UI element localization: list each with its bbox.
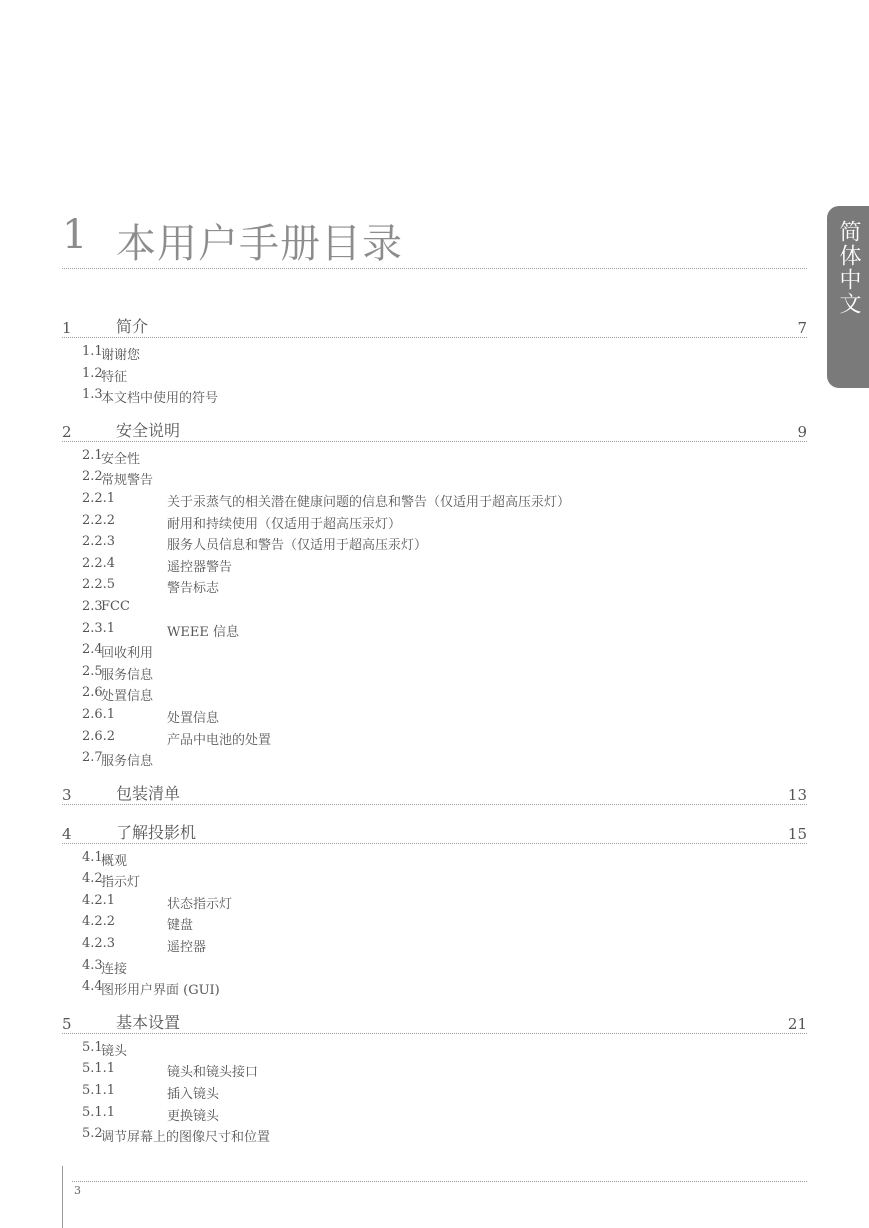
section-number: 2 [62, 422, 72, 441]
subsection-title: 遥控器 [167, 940, 207, 956]
toc-subsection[interactable] [62, 619, 807, 641]
language-tab-label: 简体中文 [836, 220, 861, 316]
toc-subsection[interactable] [62, 1059, 807, 1081]
subsection-number: 4.2 [82, 871, 103, 887]
toc-section[interactable] [62, 782, 807, 805]
subsection-title: 状态指示灯 [167, 896, 233, 912]
toc-subsection[interactable] [62, 385, 807, 407]
subsection-title: 常规警告 [101, 473, 154, 489]
subsection-title: 更换镜头 [167, 1108, 220, 1124]
toc-subsection[interactable] [62, 597, 807, 619]
subsection-title: 特征 [101, 369, 128, 385]
subsection-number: 2.3.1 [82, 620, 116, 636]
chapter-number: 1 [62, 212, 88, 258]
subsection-title: 谢谢您 [101, 348, 141, 363]
toc-subsection[interactable] [62, 1081, 807, 1103]
subsection-number: 5.1 [82, 1039, 103, 1055]
toc-subsection[interactable] [62, 1124, 807, 1146]
subsection-number: 2.4 [82, 642, 103, 658]
toc-subsection[interactable] [62, 489, 807, 511]
subsection-title: 服务信息 [101, 754, 154, 770]
section-page: 9 [797, 422, 807, 441]
section-page: 15 [787, 824, 807, 843]
toc-subsection[interactable] [62, 683, 807, 705]
toc-subsection[interactable] [62, 511, 807, 533]
toc-subsection[interactable] [62, 364, 807, 386]
subsection-number: 4.2.1 [82, 892, 116, 908]
subsection-number: 1.2 [82, 365, 103, 381]
toc-subsection[interactable] [62, 575, 807, 597]
subsection-number: 4.4 [82, 979, 103, 995]
subsection-title: 服务人员信息和警告（仅适用于超高压汞灯） [167, 538, 428, 554]
section-spacer [62, 1146, 807, 1158]
toc-subsection[interactable] [62, 342, 807, 364]
subsection-number: 5.1.1 [82, 1083, 116, 1099]
toc-subsection[interactable] [62, 727, 807, 749]
subsection-title: 遥控器警告 [167, 559, 233, 575]
subsection-number: 5.2 [82, 1126, 103, 1142]
section-title: 了解投影机 [116, 822, 197, 842]
section-page: 13 [787, 785, 807, 804]
subsection-title: WEEE 信息 [167, 624, 239, 640]
subsection-number: 4.2.3 [82, 936, 116, 952]
subsection-number: 2.6 [82, 685, 103, 701]
subsection-title: 本文档中使用的符号 [101, 391, 219, 407]
subsection-title: 安全性 [101, 451, 141, 467]
toc-subsection[interactable] [62, 554, 807, 576]
subsection-number: 4.1 [82, 849, 103, 865]
toc-subsection[interactable] [62, 662, 807, 684]
toc-section[interactable] [62, 419, 807, 442]
toc-subsection[interactable] [62, 446, 807, 468]
footer-divider [72, 1181, 807, 1182]
subsection-title: 图形用户界面 (GUI) [101, 983, 220, 999]
subsection-number: 2.2 [82, 469, 103, 485]
section-number: 4 [62, 824, 72, 843]
subsection-title: 概观 [101, 853, 128, 869]
page-number: 3 [74, 1184, 81, 1197]
subsection-number: 2.2.4 [82, 555, 116, 571]
toc-subsection[interactable] [62, 934, 807, 956]
toc-subsection[interactable] [62, 705, 807, 727]
subsection-number: 2.7 [82, 750, 103, 766]
subsection-number: 2.1 [82, 447, 103, 463]
subsection-number: 2.2.3 [82, 534, 116, 550]
page-title [62, 212, 807, 269]
table-of-contents [62, 315, 807, 1158]
toc-subsection[interactable] [62, 467, 807, 489]
toc-subsection[interactable] [62, 869, 807, 891]
subsection-number: 2.2.1 [82, 490, 116, 506]
toc-subsection[interactable] [62, 1103, 807, 1125]
subsection-number: 1.3 [82, 387, 103, 403]
subsection-title: 镜头 [101, 1043, 128, 1059]
toc-subsection[interactable] [62, 891, 807, 913]
subsection-number: 2.2.5 [82, 577, 116, 593]
section-title: 简介 [116, 317, 149, 336]
toc-subsection[interactable] [62, 1038, 807, 1060]
toc-subsection[interactable] [62, 640, 807, 662]
section-number: 5 [62, 1014, 72, 1033]
toc-subsection[interactable] [62, 977, 807, 999]
subsection-title: 处置信息 [101, 689, 154, 705]
subsection-number: 1.1 [82, 344, 103, 359]
toc-section[interactable] [62, 1011, 807, 1034]
toc-subsection[interactable] [62, 748, 807, 770]
toc-subsection[interactable] [62, 956, 807, 978]
subsection-title: 指示灯 [101, 875, 141, 891]
toc-section[interactable] [62, 315, 807, 338]
subsection-number: 2.2.2 [82, 512, 116, 528]
subsection-number: 5.1.1 [82, 1104, 116, 1120]
subsection-title: 调节屏幕上的图像尺寸和位置 [101, 1130, 271, 1146]
subsection-title: 产品中电池的处置 [167, 732, 272, 748]
section-page: 21 [787, 1014, 807, 1033]
toc-subsection[interactable] [62, 532, 807, 554]
section-page: 7 [797, 319, 807, 337]
subsection-title: 连接 [101, 961, 128, 977]
subsection-title: 警告标志 [167, 581, 220, 597]
subsection-number: 4.3 [82, 957, 103, 973]
toc-subsection[interactable] [62, 848, 807, 870]
toc-section[interactable] [62, 821, 807, 844]
subsection-title: 插入镜头 [167, 1087, 220, 1103]
subsection-title: 处置信息 [167, 710, 220, 726]
subsection-number: 2.6.2 [82, 728, 116, 744]
section-title: 包装清单 [116, 783, 181, 803]
subsection-title: 回收利用 [101, 646, 154, 662]
subsection-number: 4.2.2 [82, 914, 116, 930]
subsection-number: 2.5 [82, 663, 103, 679]
subsection-title: FCC [101, 598, 130, 614]
subsection-number: 5.1.1 [82, 1061, 116, 1077]
footer-rule [62, 1166, 63, 1228]
subsection-number: 2.6.1 [82, 706, 116, 722]
subsection-title: 服务信息 [101, 667, 154, 683]
section-number: 1 [62, 319, 72, 337]
chapter-title: 本用户手册目录 [116, 221, 403, 267]
language-tab[interactable] [827, 206, 869, 388]
subsection-title: 关于汞蒸气的相关潜在健康问题的信息和警告（仅适用于超高压汞灯） [167, 494, 571, 510]
subsection-title: 镜头和镜头接口 [167, 1065, 259, 1081]
toc-subsection[interactable] [62, 912, 807, 934]
section-number: 3 [62, 785, 72, 804]
subsection-title: 耐用和持续使用（仅适用于超高压汞灯） [167, 516, 402, 532]
section-title: 基本设置 [116, 1012, 181, 1032]
subsection-number: 2.3 [82, 598, 103, 614]
subsection-title: 键盘 [167, 918, 194, 934]
section-title: 安全说明 [116, 420, 181, 440]
